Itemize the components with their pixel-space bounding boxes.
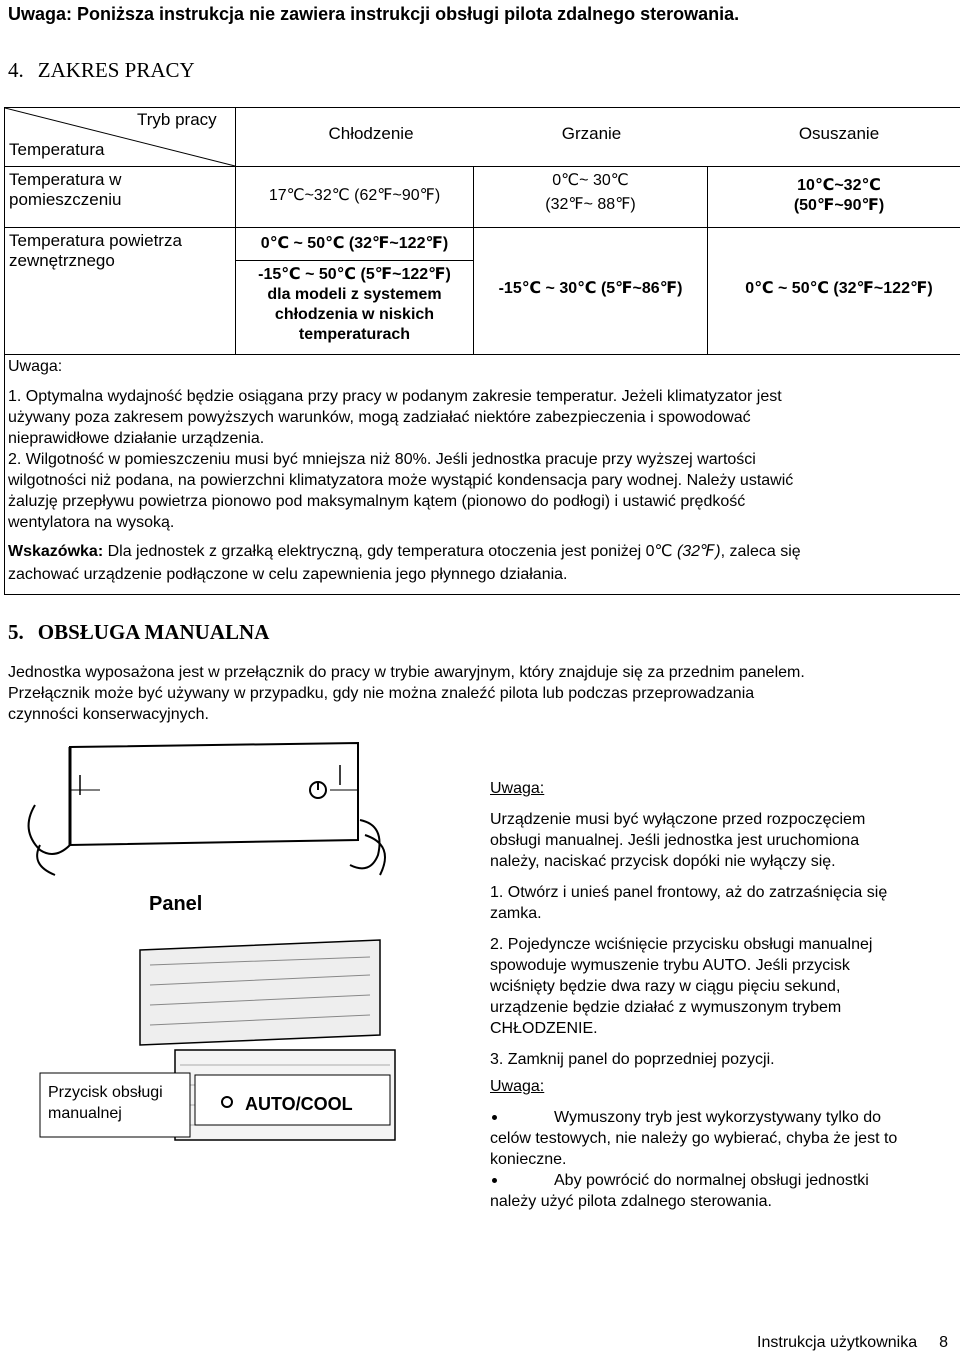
button-callout-text: Przycisk obsługi manualnej: [48, 1084, 163, 1122]
note-label: Uwaga:: [8, 358, 63, 375]
section-5-heading: [8, 620, 269, 645]
note-label-2: Uwaga:: [490, 1078, 545, 1095]
bullet-icon: [492, 1115, 497, 1120]
indoor-drying-range: 10℃~32℃ (50℉~90℉): [793, 177, 885, 214]
col-header-drying: Osuszanie: [798, 124, 880, 143]
corner-temp-label: Temperatura: [9, 140, 105, 159]
section-4-heading: [8, 58, 195, 83]
section-number: 5.: [8, 620, 24, 644]
page-number: 8: [939, 1334, 948, 1351]
top-warning: Uwaga: Poniższa instrukcja nie zawiera instrukcji obsługi pilota zdalnego sterowania.: [8, 4, 740, 24]
footer-label: Instrukcja użytkownika: [757, 1334, 918, 1351]
bullet-item: Aby powrócić do normalnej obsługi jednostki należy użyć pilota zdalnego sterowania.: [490, 1172, 869, 1210]
outdoor-heating-range: -15℃ ~ 30℃ (5℉~86℉): [498, 280, 683, 297]
manual-intro: Jednostka wyposażona jest w przełącznik do pracy w trybie awaryjnym, który znajduje się za przednim panelem. Przełącznik może być używany w przypadku, gdy nie można znaleźć pilota lub podczas przeprowadzania czynności konserwacyjnych.: [8, 664, 805, 723]
col-header-heating: Grzanie: [561, 124, 622, 143]
auto-cool-label: AUTO/COOL: [245, 1094, 353, 1114]
panel-label: Panel: [149, 893, 203, 915]
row-header-indoor: Temperatura w pomieszczeniu: [9, 170, 122, 209]
tip-block: Wskazówka: Dla jednostek z grzałką elektryczną, gdy temperatura otoczenia jest poniżej 0℃ (32℉), zaleca się zachować urządzenie podłączone w celu zapewnienia jego płynnego działania.: [8, 543, 801, 583]
row-header-outdoor: Temperatura powietrza zewnętrznego: [9, 231, 182, 270]
indoor-heating-range: 0℃~ 30℃ (32℉~ 88℉): [545, 172, 636, 213]
tip-label: Wskazówka:: [8, 543, 104, 560]
notes-block: 1. Optymalna wydajność będzie osiągana przy pracy w podanym zakresie temperatur. Jeżeli klimatyzator jest używany poza zakresem powyższych warunków, mogą zadziałać niektóre zabezpieczenia i spowodować nieprawidłowe działanie urządzenia. 2. Wilgotność w pomieszczeniu musi być mniejsza niż 80%. Jeśli jednostka pracuje przy wyższej wartości wilgotności niż podana, na powierzchni klimatyzatora może wystąpić kondensacja pary wodnej. Należy ustawić żaluzję przepływu powietrza pionowo pod maksymalnym kątem (pionowo do podłogi) i ustawić prędkość wentylatora na wysoką.: [8, 388, 794, 531]
indoor-unit-illustration: [0, 735, 485, 1195]
outdoor-cooling-range: 0℃ ~ 50℃ (32℉~122℉): [260, 235, 449, 252]
page-footer: [757, 1334, 948, 1352]
col-header-cooling: Chłodzenie: [328, 124, 414, 143]
unit-panel-drawing: [29, 743, 385, 875]
section-title: OBSŁUGA MANUALNA: [37, 620, 270, 644]
note-label-1: Uwaga:: [490, 780, 545, 797]
section-title: ZAKRES PRACY: [37, 58, 195, 82]
outdoor-cooling-lowtemp: -15℃ ~ 50℃ (5℉~122℉) dla modeli z systemem chłodzenia w niskich temperaturach: [258, 266, 451, 343]
indoor-cooling-range: 17℃~32℃ (62℉~90℉): [268, 187, 441, 204]
bullet-item: Wymuszony tryb jest wykorzystywany tylko do celów testowych, nie należy go wybierać, chyba że jest to konieczne.: [490, 1109, 898, 1168]
section-number: 4.: [8, 58, 24, 82]
corner-mode-label: Tryb pracy: [137, 110, 217, 129]
outdoor-drying-range: 0℃ ~ 50℃ (32℉~122℉): [745, 280, 933, 297]
bullet-icon: [492, 1178, 497, 1183]
manual-instructions: Uwaga: Urządzenie musi być wyłączone przed rozpoczęciem obsługi manualnej. Jeśli jednostka jest uruchomiona należy, naciskać przycisk dopóki nie wyłączy się. 1. Otwórz i unieś panel frontowy, aż do zatrzaśnięcia się zamka. 2. Pojedyncze wciśnięcie przycisku obsługi manualnej spowoduje wymuszenie trybu AUTO. Jeśli przycisk wciśnięty będzie dwa razy w ciągu pięciu sekund, urządzenie będzie działać z wymuszonym trybem CHŁODZENIE. 3. Zamknij panel do poprzedniej pozycji. Uwaga: Wymuszony tryb jest wykorzystywany tylko do celów testowych, nie należy go wybierać, chyba że jest to konieczne. Aby powrócić do normalnej obsługi jednostki należy użyć pilota zdalnego sterowania.: [490, 778, 960, 1212]
